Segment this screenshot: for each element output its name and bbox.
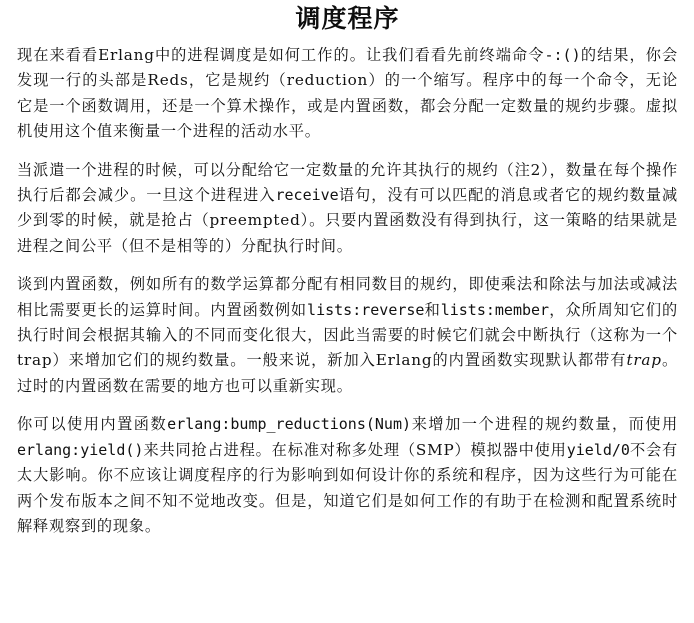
paragraph-text: 。过时的内置函数在需要的地方也可以重新实现。 [17, 351, 678, 395]
inline-code: erlang:yield() [17, 440, 144, 459]
inline-code: erlang:bump_reductions(Num) [167, 415, 412, 434]
paragraph-text: 和 [424, 300, 441, 319]
paragraph-text: 不会有太大影响。你不应该让调度程序的行为影响到如何设计你的系统和程序，因为这些行为可能在两个发布版本之间不知不觉地改变。但是，知道它们是如何工作的有助于在检测和配置系统时解释观察到的现象。 [17, 440, 678, 535]
paragraph-text: 来增加一个进程的规约数量，而使用 [411, 415, 678, 434]
page-title: 调度程序 [295, 4, 400, 33]
inline-code: receive [275, 186, 339, 205]
paragraph-text: 来共同抢占进程。在标准对称多处理（SMP）模拟器中使用 [143, 440, 567, 459]
paragraph [17, 43, 678, 145]
paragraph-text: ，众所周知它们的执行时间会根据其输入的不同而变化很大，因此当需要的时候它们就会中断执行（这称为一个trap）来增加它们的规约数量。一般来说，新加入Erlang的内置函数实现默认都带有 [17, 300, 678, 370]
paragraph-text: 语句，没有可以匹配的消息或者它的规约数量减少到零的时候，就是抢占（preempted）。只要内置函数没有得到执行，这一策略的结果就是进程之间公平（但不是相等的）分配执行时间。 [17, 186, 678, 255]
paragraph-text: 的结果，你会发现一行的头部是Reds，它是规约（reduction）的一个缩写。程序中的每一个命令，无论它是一个函数调用，还是一个算术操作，或是内置函数，都会分配一定数量的规约步骤。虚拟机使用这个值来衡量一个进程的活动水平。 [17, 46, 678, 141]
body-text [17, 43, 678, 539]
emphasis-text: trap [626, 351, 662, 370]
paragraph-text: 谈到内置函数，例如所有的数学运算都分配有相同数目的规约，即使乘法和除法与加法或减法相比需要更长的运算时间。内置函数例如 [17, 275, 678, 319]
paragraph [17, 412, 678, 539]
inline-code: -:() [544, 46, 581, 64]
paragraph-text: 你可以使用内置函数 [17, 415, 168, 434]
paragraph-text: 当派遣一个进程的时候，可以分配给它一定数量的允许其执行的规约（注2），数量在每个操作执行后都会减少。一旦这个进程进入 [17, 160, 678, 205]
inline-code: yield/0 [566, 440, 630, 459]
paragraph [17, 158, 678, 260]
paragraph [17, 272, 678, 399]
inline-code: lists:reverse [307, 300, 425, 319]
inline-code: lists:member [440, 300, 550, 319]
paragraph-text: 现在来看看Erlang中的进程调度是如何工作的。让我们看看先前终端命令 [17, 46, 545, 64]
